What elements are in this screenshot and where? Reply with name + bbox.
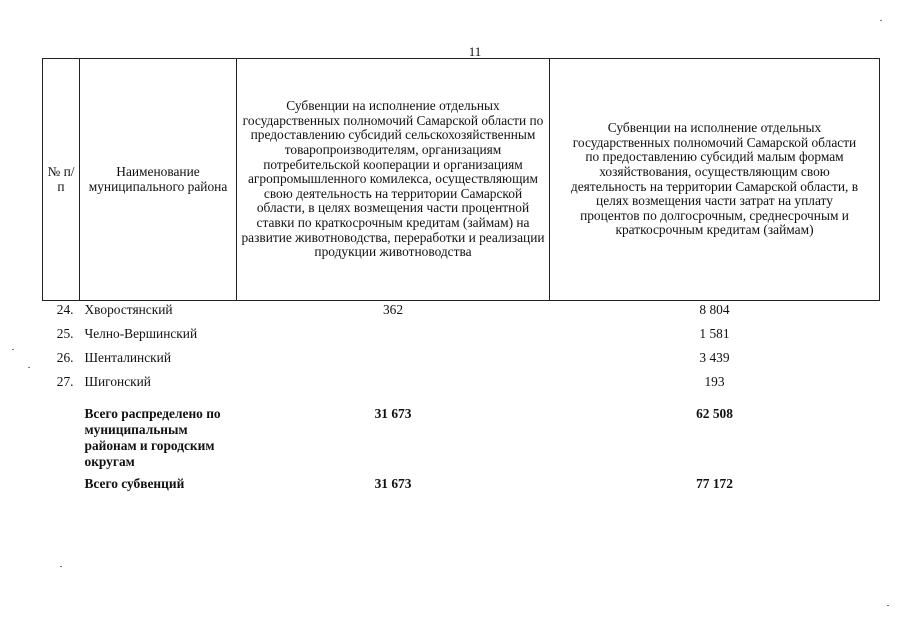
scan-speck [12,349,14,350]
row-district: Шенталинский [84,350,171,365]
total-subventions-label: Всего субвенций [84,476,185,491]
row-value-a [237,325,550,349]
row-value-a: 362 [382,302,404,317]
row-number: 25. [56,326,74,341]
scan-speck [28,367,30,368]
header-district-name: Наименование муниципального района [80,59,237,301]
header-subvention-livestock: Субвенции на исполнение отдельных государственных полномочий Самарской области по предоставлению субсидий сельскохозяйственным товаропроизводителям, организациям потребительской кооперации и организациям агропромышленного комилекса, осуществляющим свою деятельность на территории Самарской области, в целях возмещения части процентной ставки по краткосрочным кредитам (займам) на развитие животноводства, переработки и реализации продукции животноводства [237,59,550,301]
row-value-b: 1 581 [699,326,730,341]
total-subventions-a: 31 673 [374,476,412,491]
page-number: 11 [468,44,482,59]
total-subventions-row [43,475,880,496]
row-district: Шигонский [84,374,151,389]
table-row [43,301,880,326]
row-value-a [237,373,550,397]
scan-speck [880,20,882,21]
total-distributed-row [43,397,880,475]
table-row [43,349,880,373]
table-row [43,325,880,349]
total-subventions-b: 77 172 [696,476,733,491]
total-distributed-a: 31 673 [374,406,412,421]
header-number: № п/п [43,59,80,301]
total-distributed-b: 62 508 [696,406,733,421]
row-value-a [237,349,550,373]
scan-speck [887,605,889,606]
row-value-b: 8 804 [699,302,730,317]
table-row [43,373,880,397]
subventions-table [42,58,880,496]
header-subvention-small-farms: Субвенции на исполнение отдельных государственных полномочий Самарской области по предоставлению субсидий малым формам хозяйствования, осуществляющим свою деятельность на территории Самарской области, в целях возмещения части затрат на уплату процентов по долгосрочным, среднесрочным и краткосрочным кредитам (займам) [550,59,880,301]
row-number: 27. [56,374,74,389]
row-district: Хворостянский [84,302,173,317]
table-header-row [43,59,880,301]
total-distributed-label: Всего распределено по муниципальным районам и городским округам [84,406,221,469]
row-number: 24. [56,302,74,317]
row-number: 26. [56,350,74,365]
scan-speck [60,566,62,567]
row-value-b: 3 439 [699,350,730,365]
row-value-b: 193 [704,374,725,389]
row-district: Челно-Вершинский [84,326,198,341]
